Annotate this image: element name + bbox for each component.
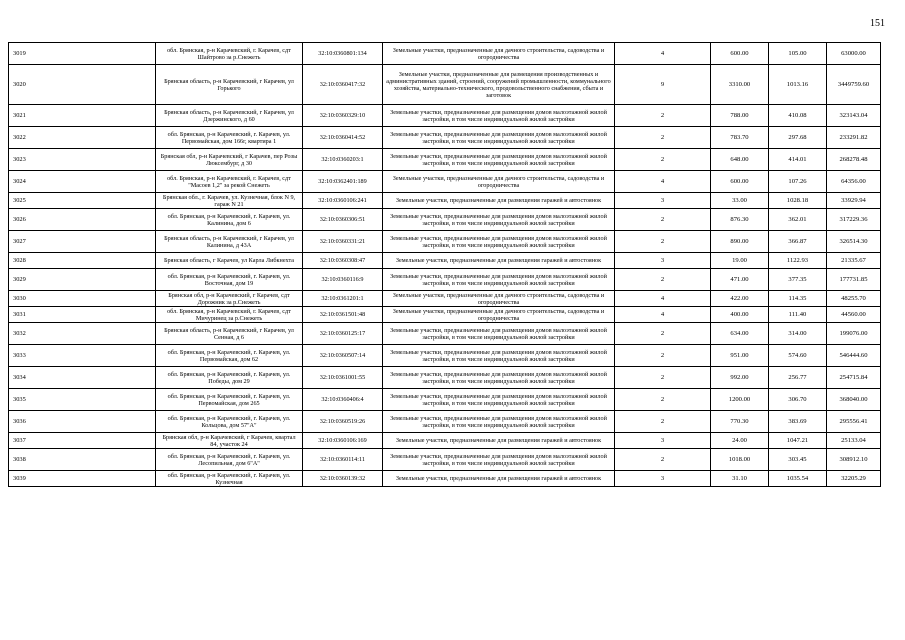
- cadastral-number-cell: 32:10:0361501:48: [303, 307, 383, 323]
- total-value-cell: 317229.36: [827, 209, 881, 231]
- area-cell: 600.00: [711, 171, 769, 193]
- address-cell: Брянская область, г Карачев, ул Карла Либкнехта: [156, 253, 303, 269]
- total-value-cell: 32205.29: [827, 471, 881, 487]
- group-cell: 9: [615, 65, 711, 105]
- table-row: [9, 307, 881, 323]
- address-cell: обл. Брянская, р-н Карачевский, г. Карачев, сдт Шайтрово за р.Снежеть: [156, 43, 303, 65]
- address-cell: Брянская область, р-н Карачевский, г Карачев, ул Сенная, д 6: [156, 323, 303, 345]
- address-cell: Брянская область, р-н Карачевский, г Карачев, ул Калинина, д 43А: [156, 231, 303, 253]
- land-purpose-cell: Земельные участки, предназначенные для размещения домов малоэтажной жилой застройки, в том числе индивидуальной жилой застройки: [383, 231, 615, 253]
- area-cell: 648.00: [711, 149, 769, 171]
- total-value-cell: 64356.00: [827, 171, 881, 193]
- address-cell: Брянская область, р-н Карачевский, г Карачев, ул Дзержинского, д 60: [156, 105, 303, 127]
- rate-cell: 303.45: [769, 449, 827, 471]
- group-cell: 4: [615, 171, 711, 193]
- group-cell: 4: [615, 307, 711, 323]
- cadastral-number-cell: 32:10:0360417:32: [303, 65, 383, 105]
- total-value-cell: 3449759.60: [827, 65, 881, 105]
- land-purpose-cell: Земельные участки, предназначенные для размещения гаражей и автостоянок: [383, 433, 615, 449]
- cadastral-number-cell: 32:10:0360306:51: [303, 209, 383, 231]
- total-value-cell: 308912.10: [827, 449, 881, 471]
- total-value-cell: 268278.48: [827, 149, 881, 171]
- cadastral-number-cell: 32:10:0360308:47: [303, 253, 383, 269]
- table-row: [9, 345, 881, 367]
- row-number-cell: 3038: [9, 449, 156, 471]
- row-number-cell: 3031: [9, 307, 156, 323]
- total-value-cell: 295556.41: [827, 411, 881, 433]
- address-cell: обл. Брянская, р-н Карачевский, г. Карачев, ул. Победы, дом 29: [156, 367, 303, 389]
- area-cell: 33.00: [711, 193, 769, 209]
- cadastral-number-cell: 32:10:0360106:169: [303, 433, 383, 449]
- cadastral-number-cell: 32:10:0360329:10: [303, 105, 383, 127]
- area-cell: 783.70: [711, 127, 769, 149]
- total-value-cell: 368040.00: [827, 389, 881, 411]
- total-value-cell: 546444.60: [827, 345, 881, 367]
- row-number-cell: 3020: [9, 65, 156, 105]
- land-purpose-cell: Земельные участки, предназначенные для размещения домов малоэтажной жилой застройки, в том числе индивидуальной жилой застройки: [383, 411, 615, 433]
- address-cell: обл. Брянская, р-н Карачевский, г. Карачев, ул. Восточная, дом 19: [156, 269, 303, 291]
- group-cell: 2: [615, 209, 711, 231]
- row-number-cell: 3019: [9, 43, 156, 65]
- rate-cell: 366.87: [769, 231, 827, 253]
- group-cell: 3: [615, 253, 711, 269]
- address-cell: обл. Брянская, р-н Карачевский, г. Карачев, ул. Первомайская, дом 62: [156, 345, 303, 367]
- cadastral-number-cell: 32:10:0360203:1: [303, 149, 383, 171]
- rate-cell: 410.08: [769, 105, 827, 127]
- row-number-cell: 3030: [9, 291, 156, 307]
- table-row: [9, 127, 881, 149]
- address-cell: обл. Брянская, р-н Карачевский, г. Карачев, ул. Кузнечная: [156, 471, 303, 487]
- table-row: [9, 291, 881, 307]
- cadastral-number-cell: 32:10:0360125:17: [303, 323, 383, 345]
- land-purpose-cell: Земельные участки, предназначенные для размещения производственных и административных зданий, строений, сооружений промышленности, коммунального хозяйства, материально-технического, продовольственного снабжения, сбыта и заготовок: [383, 65, 615, 105]
- table-row: [9, 367, 881, 389]
- group-cell: 3: [615, 193, 711, 209]
- area-cell: 992.00: [711, 367, 769, 389]
- area-cell: 951.00: [711, 345, 769, 367]
- table-row: [9, 269, 881, 291]
- row-number-cell: 3033: [9, 345, 156, 367]
- rate-cell: 1028.18: [769, 193, 827, 209]
- table-row: [9, 449, 881, 471]
- cadastral-number-cell: 32:10:0360139:32: [303, 471, 383, 487]
- row-number-cell: 3037: [9, 433, 156, 449]
- row-number-cell: 3023: [9, 149, 156, 171]
- total-value-cell: 323143.04: [827, 105, 881, 127]
- total-value-cell: 177731.85: [827, 269, 881, 291]
- rate-cell: 1122.93: [769, 253, 827, 269]
- row-number-cell: 3026: [9, 209, 156, 231]
- row-number-cell: 3039: [9, 471, 156, 487]
- row-number-cell: 3021: [9, 105, 156, 127]
- rate-cell: 574.60: [769, 345, 827, 367]
- total-value-cell: 21335.67: [827, 253, 881, 269]
- rate-cell: 377.35: [769, 269, 827, 291]
- table-row: [9, 149, 881, 171]
- rate-cell: 1047.21: [769, 433, 827, 449]
- table-row: [9, 171, 881, 193]
- address-cell: обл. Брянская, р-н Карачевский, г. Карачев, ул. Лесопильная, дом 6"А": [156, 449, 303, 471]
- table-row: [9, 65, 881, 105]
- total-value-cell: 25133.04: [827, 433, 881, 449]
- area-cell: 600.00: [711, 43, 769, 65]
- address-cell: Брянская область, р-н Карачевский, г Карачев, ул Горького: [156, 65, 303, 105]
- land-purpose-cell: Земельные участки, предназначенные для размещения домов малоэтажной жилой застройки, в том числе индивидуальной жилой застройки: [383, 345, 615, 367]
- group-cell: 2: [615, 231, 711, 253]
- table-row: [9, 323, 881, 345]
- group-cell: 2: [615, 323, 711, 345]
- table-row: [9, 411, 881, 433]
- area-cell: 770.30: [711, 411, 769, 433]
- table-row: [9, 209, 881, 231]
- area-cell: 788.00: [711, 105, 769, 127]
- land-purpose-cell: Земельные участки, предназначенные для дачного строительства, садоводства и огородничества: [383, 291, 615, 307]
- land-purpose-cell: Земельные участки, предназначенные для размещения домов малоэтажной жилой застройки, в том числе индивидуальной жилой застройки: [383, 209, 615, 231]
- rate-cell: 105.00: [769, 43, 827, 65]
- address-cell: обл. Брянская, р-н Карачевский, г. Карачев, сдт "Масоев 1,2" за рекой Снежеть: [156, 171, 303, 193]
- page-number: 151: [870, 18, 885, 29]
- land-purpose-cell: Земельные участки, предназначенные для размещения домов малоэтажной жилой застройки, в том числе индивидуальной жилой застройки: [383, 449, 615, 471]
- land-purpose-cell: Земельные участки, предназначенные для размещения домов малоэтажной жилой застройки, в том числе индивидуальной жилой застройки: [383, 105, 615, 127]
- total-value-cell: 33929.94: [827, 193, 881, 209]
- group-cell: 2: [615, 269, 711, 291]
- group-cell: 2: [615, 105, 711, 127]
- address-cell: Брянская обл, р-н Карачевский, г Карачев, сдт Дорожник за р.Снежеть: [156, 291, 303, 307]
- group-cell: 2: [615, 367, 711, 389]
- cadastral-number-cell: 32:10:0360507:14: [303, 345, 383, 367]
- area-cell: 31.10: [711, 471, 769, 487]
- rate-cell: 306.70: [769, 389, 827, 411]
- total-value-cell: 233291.82: [827, 127, 881, 149]
- row-number-cell: 3029: [9, 269, 156, 291]
- cadastral-number-cell: 32:10:0360406:4: [303, 389, 383, 411]
- total-value-cell: 254715.84: [827, 367, 881, 389]
- rate-cell: 114.35: [769, 291, 827, 307]
- area-cell: 1018.00: [711, 449, 769, 471]
- area-cell: 471.00: [711, 269, 769, 291]
- area-cell: 400.00: [711, 307, 769, 323]
- address-cell: обл. Брянская, р-н Карачевский, г. Карачев, ул. Калинина, дом 6: [156, 209, 303, 231]
- land-purpose-cell: Земельные участки, предназначенные для размещения гаражей и автостоянок: [383, 253, 615, 269]
- area-cell: 24.00: [711, 433, 769, 449]
- cadastral-number-cell: 32:10:0360801:134: [303, 43, 383, 65]
- table-row: [9, 43, 881, 65]
- row-number-cell: 3027: [9, 231, 156, 253]
- group-cell: 2: [615, 149, 711, 171]
- table-row: [9, 253, 881, 269]
- row-number-cell: 3024: [9, 171, 156, 193]
- land-purpose-cell: Земельные участки, предназначенные для размещения гаражей и автостоянок: [383, 471, 615, 487]
- total-value-cell: 48255.70: [827, 291, 881, 307]
- area-cell: 19.00: [711, 253, 769, 269]
- rate-cell: 362.01: [769, 209, 827, 231]
- address-cell: Брянская обл., г. Карачев, ул. Кузнечная, блок N 9, гараж N 21: [156, 193, 303, 209]
- address-cell: Брянская обл, р-н Карачевский, г Карачев, квартал 84, участок 24: [156, 433, 303, 449]
- land-purpose-cell: Земельные участки, предназначенные для размещения домов малоэтажной жилой застройки, в том числе индивидуальной жилой застройки: [383, 367, 615, 389]
- land-purpose-cell: Земельные участки, предназначенные для размещения домов малоэтажной жилой застройки, в том числе индивидуальной жилой застройки: [383, 269, 615, 291]
- row-number-cell: 3032: [9, 323, 156, 345]
- cadastral-number-cell: 32:10:0361201:1: [303, 291, 383, 307]
- area-cell: 876.30: [711, 209, 769, 231]
- group-cell: 2: [615, 449, 711, 471]
- area-cell: 3310.00: [711, 65, 769, 105]
- address-cell: обл. Брянская, р-н Карачевский, г. Карачев, ул. Первомайская, дом 166г, квартира 1: [156, 127, 303, 149]
- row-number-cell: 3034: [9, 367, 156, 389]
- row-number-cell: 3028: [9, 253, 156, 269]
- land-plots-table: [8, 42, 881, 487]
- group-cell: 3: [615, 433, 711, 449]
- table-row: [9, 231, 881, 253]
- total-value-cell: 326514.30: [827, 231, 881, 253]
- table-row: [9, 433, 881, 449]
- table-row: [9, 105, 881, 127]
- cadastral-number-cell: 32:10:0362401:189: [303, 171, 383, 193]
- group-cell: 2: [615, 411, 711, 433]
- row-number-cell: 3025: [9, 193, 156, 209]
- rate-cell: 256.77: [769, 367, 827, 389]
- rate-cell: 107.26: [769, 171, 827, 193]
- cadastral-number-cell: 32:10:0361001:55: [303, 367, 383, 389]
- total-value-cell: 44560.00: [827, 307, 881, 323]
- cadastral-number-cell: 32:10:0360114:11: [303, 449, 383, 471]
- address-cell: обл. Брянская, р-н Карачевский, г. Карачев, ул. Кольцова, дом 57"А": [156, 411, 303, 433]
- total-value-cell: 63000.00: [827, 43, 881, 65]
- land-purpose-cell: Земельные участки, предназначенные для размещения домов малоэтажной жилой застройки, в том числе индивидуальной жилой застройки: [383, 323, 615, 345]
- address-cell: Брянская обл, р-н Карачевский, г Карачев, пер Розы Люксембург, д 30: [156, 149, 303, 171]
- address-cell: обл. Брянская, р-н Карачевский, г. Карачев, сдт Мичуринец за р.Снежеть: [156, 307, 303, 323]
- land-purpose-cell: Земельные участки, предназначенные для размещения домов малоэтажной жилой застройки, в том числе индивидуальной жилой застройки: [383, 127, 615, 149]
- group-cell: 2: [615, 389, 711, 411]
- rate-cell: 1013.16: [769, 65, 827, 105]
- group-cell: 4: [615, 291, 711, 307]
- table-row: [9, 389, 881, 411]
- rate-cell: 383.69: [769, 411, 827, 433]
- area-cell: 634.00: [711, 323, 769, 345]
- group-cell: 2: [615, 345, 711, 367]
- cadastral-number-cell: 32:10:0360331:21: [303, 231, 383, 253]
- land-purpose-cell: Земельные участки, предназначенные для дачного строительства, садоводства и огородничества: [383, 171, 615, 193]
- group-cell: 2: [615, 127, 711, 149]
- cadastral-number-cell: 32:10:0360414:52: [303, 127, 383, 149]
- group-cell: 3: [615, 471, 711, 487]
- cadastral-number-cell: 32:10:0360519:26: [303, 411, 383, 433]
- table-row: [9, 471, 881, 487]
- land-purpose-cell: Земельные участки, предназначенные для дачного строительства, садоводства и огородничества: [383, 307, 615, 323]
- row-number-cell: 3035: [9, 389, 156, 411]
- cadastral-number-cell: 32:10:0360116:9: [303, 269, 383, 291]
- address-cell: обл. Брянская, р-н Карачевский, г. Карачев, ул. Первомайская, дом 265: [156, 389, 303, 411]
- land-purpose-cell: Земельные участки, предназначенные для размещения гаражей и автостоянок: [383, 193, 615, 209]
- rate-cell: 297.68: [769, 127, 827, 149]
- row-number-cell: 3022: [9, 127, 156, 149]
- cadastral-number-cell: 32:10:0360106:241: [303, 193, 383, 209]
- rate-cell: 414.01: [769, 149, 827, 171]
- total-value-cell: 199076.00: [827, 323, 881, 345]
- rate-cell: 111.40: [769, 307, 827, 323]
- rate-cell: 314.00: [769, 323, 827, 345]
- land-purpose-cell: Земельные участки, предназначенные для дачного строительства, садоводства и огородничества: [383, 43, 615, 65]
- row-number-cell: 3036: [9, 411, 156, 433]
- group-cell: 4: [615, 43, 711, 65]
- area-cell: 890.00: [711, 231, 769, 253]
- table-row: [9, 193, 881, 209]
- land-purpose-cell: Земельные участки, предназначенные для размещения домов малоэтажной жилой застройки, в том числе индивидуальной жилой застройки: [383, 149, 615, 171]
- rate-cell: 1035.54: [769, 471, 827, 487]
- land-purpose-cell: Земельные участки, предназначенные для размещения домов малоэтажной жилой застройки, в том числе индивидуальной жилой застройки: [383, 389, 615, 411]
- area-cell: 1200.00: [711, 389, 769, 411]
- area-cell: 422.00: [711, 291, 769, 307]
